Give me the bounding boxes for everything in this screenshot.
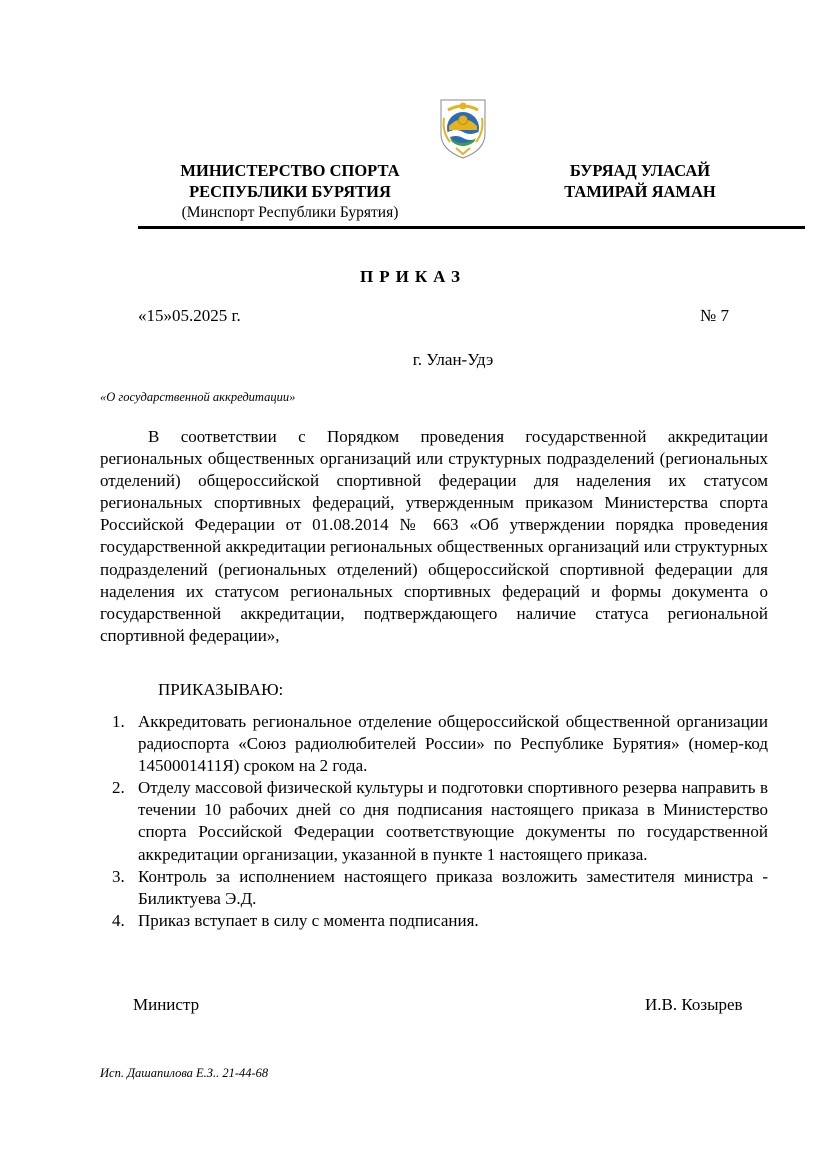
executor-contact: Исп. Дашапилова Е.З.. 21-44-68 [100,1066,269,1080]
order-item [100,910,768,932]
ministry-name-ru [140,160,440,223]
preamble-paragraph: В соответствии с Порядком проведения государственной аккредитации региональных общественных организаций или структурных подразделений (региональных отделений) общероссийской спортивной федерации для наделения их статусом региональных спортивных федераций, утвержденным приказом Министерства спорта Российской Федерации от 01.08.2014 № 663 «Об утверждении порядка проведения государственной аккредитации региональных общественных организаций или структурных подразделений (региональных отделений) общероссийской спортивной федерации для наделения их статусом региональных спортивных федераций и формы документа о государственной аккредитации, подтверждающего наличие статуса региональной спортивной федерации», [100,427,768,645]
order-item [100,866,768,910]
document-subject: «О государственной аккредитации» [100,390,296,404]
ministry-name-bua-line2: ТАМИРАЙ ЯАМАН [564,182,716,201]
ministry-name-line1: МИНИСТЕРСТВО СПОРТА [180,161,400,180]
order-item [100,711,768,777]
ministry-name-bua-line1: БУРЯАД УЛАСАЙ [569,161,711,180]
header-divider [138,226,805,229]
order-item-text: Отделу массовой физической культуры и подготовки спортивного резерва направить в течении 10 рабочих дней со дня подписания настоящего приказа в Министерство спорта Российской Федерации соответствующие документы по государственной аккредитации организации, указанной в пункте 1 настоящего приказа. [138,778,768,864]
ministry-name-line2: РЕСПУБЛИКИ БУРЯТИЯ [189,182,391,201]
document-city: г. Улан-Удэ [412,350,494,369]
order-item [100,777,768,865]
ministry-short-name: (Минспорт Республики Бурятия) [181,204,399,221]
order-item-number: 4. [112,910,125,930]
order-item-number: 2. [112,778,125,798]
order-item-text: Приказ вступает в силу с момента подписания. [138,910,479,930]
signature-name: И.В. Козырев [645,995,743,1014]
document-date: «15»05.2025 г. [138,306,241,325]
order-word: ПРИКАЗЫВАЮ: [158,680,284,699]
document-number: № 7 [700,306,729,325]
document-title: ПРИКАЗ [360,267,466,286]
order-items [100,711,768,932]
coat-of-arms-icon [438,98,488,160]
order-item-text: Контроль за исполнением настоящего приказа возложить заместителя министра - Биликтуева Э.Д. [138,866,768,908]
signature-title: Министр [133,995,200,1014]
order-item-text: Аккредитовать региональное отделение общероссийской общественной организации радиоспорта «Союз радиолюбителей России» по Республике Бурятия» (номер-код 1450001411Я) сроком на 2 года. [138,712,768,776]
ministry-name-bua [540,160,740,202]
order-item-number: 1. [112,712,125,731]
order-item-number: 3. [112,866,125,886]
